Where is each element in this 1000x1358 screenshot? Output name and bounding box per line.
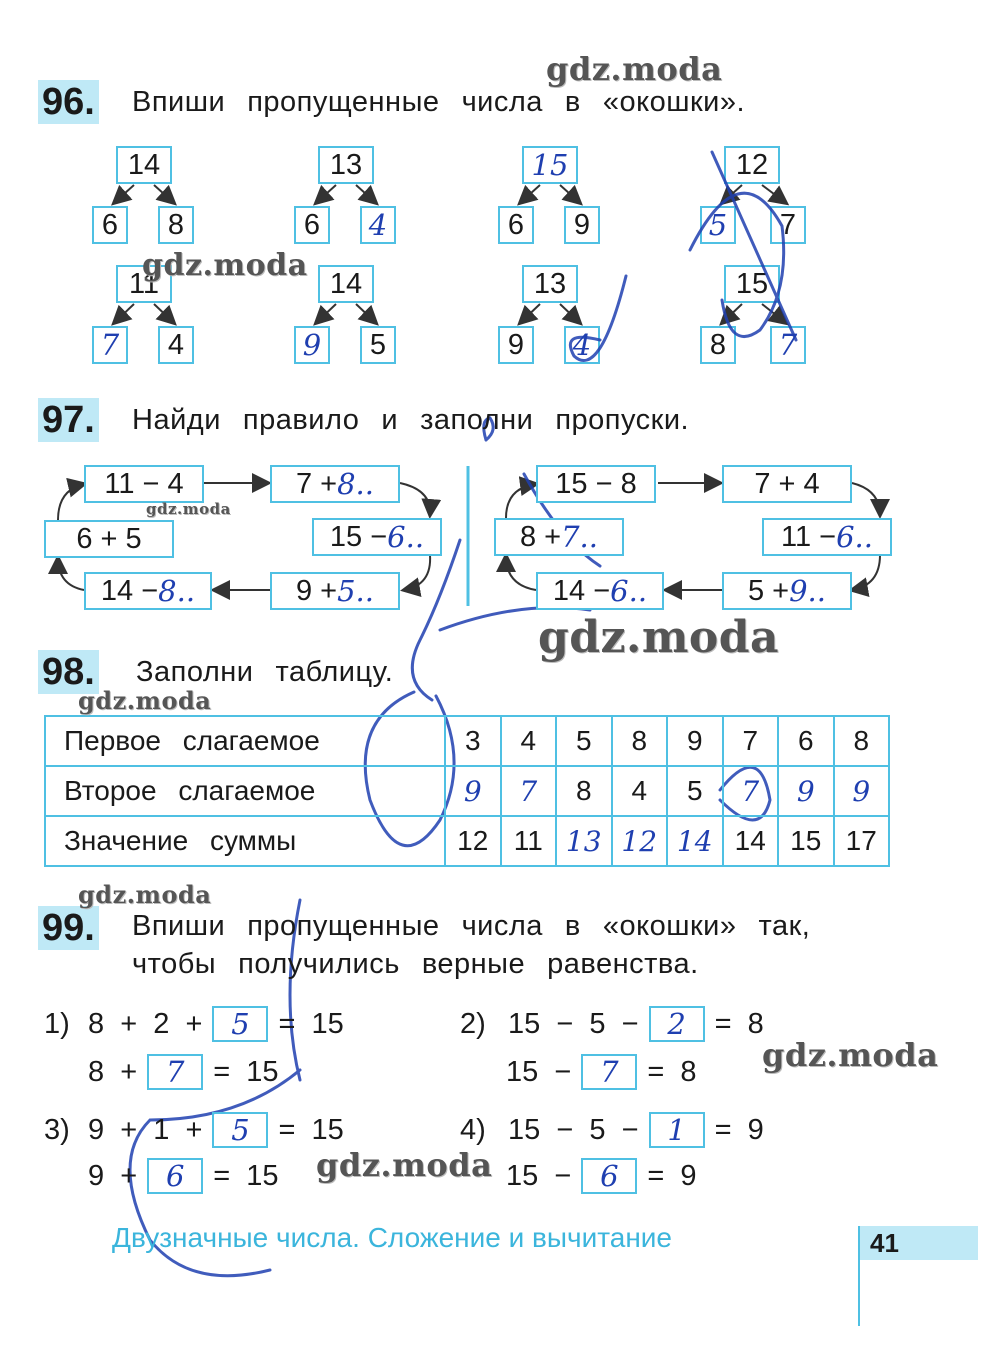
table-row: [45, 816, 889, 866]
table-cell: 11: [501, 816, 557, 866]
chain-left-f: 6 + 5: [44, 520, 174, 558]
equation-right: = 8: [714, 1007, 764, 1040]
chain-left-b: [270, 465, 400, 503]
watermark: gdz.moda: [78, 686, 212, 715]
watermark: gdz.moda: [316, 1146, 493, 1184]
task-96-number: 96.: [38, 80, 99, 124]
answer-box: 5: [212, 1006, 268, 1042]
equation-4b: [506, 1158, 697, 1194]
task-99-word: равенства.: [547, 948, 699, 980]
chain-right-a: 15 − 8: [536, 465, 656, 503]
equation-label: 2): [460, 1007, 486, 1040]
answer-box: 7: [147, 1054, 203, 1090]
equation-2a: [460, 1006, 764, 1042]
tree-6-top: 14: [318, 265, 374, 303]
task-99-word: получились: [238, 948, 400, 980]
table-cell: 9: [445, 766, 501, 816]
task-96-word: в: [564, 86, 581, 118]
tree-7-right: 4: [564, 326, 600, 364]
table-cell: 5: [556, 716, 612, 766]
table-cell: 4: [501, 716, 557, 766]
table-cell: 7: [723, 716, 779, 766]
row-label: Второе слагаемое: [45, 766, 445, 816]
footer-title: Двузначные числа. Сложение и вычитание: [112, 1222, 672, 1253]
chain-left-c-answer: 6..: [387, 520, 425, 554]
chain-right-d: [722, 572, 852, 610]
equation-left: 15 −: [506, 1055, 572, 1088]
tree-6-right: 5: [360, 326, 396, 364]
tree-1-left: 6: [92, 206, 128, 244]
task-96-word: пропущенные: [247, 86, 440, 118]
task-99-line2: [132, 948, 699, 981]
task-98-word: Заполни: [136, 656, 254, 688]
chain-right-b: 7 + 4: [722, 465, 852, 503]
task-97-word: и: [381, 404, 399, 436]
watermark: gdz.moda: [762, 1036, 939, 1074]
watermark: gdz.moda: [142, 248, 308, 283]
chain-left-b-text: 7 +: [295, 467, 338, 500]
equation-3b: [88, 1158, 279, 1194]
watermark: gdz.moda: [146, 500, 231, 518]
equation-left: 9 + 1 +: [88, 1113, 203, 1146]
table-cell: 14: [723, 816, 779, 866]
task-96-word: Впиши: [132, 86, 226, 118]
chain-left-c-text: 15 −: [329, 520, 388, 553]
chain-left-c: [312, 518, 442, 556]
task-96-word: «окошки».: [602, 86, 746, 118]
tree-5-right: 4: [158, 326, 194, 364]
equation-1a: [44, 1006, 344, 1042]
tree-1-top: 14: [116, 146, 172, 184]
equation-label: 3): [44, 1113, 70, 1146]
equation-1b: [88, 1054, 279, 1090]
task-99-word: чтобы: [132, 948, 217, 980]
table-row: [45, 716, 889, 766]
tree-4-left: 5: [700, 206, 736, 244]
page-number: 41: [860, 1226, 978, 1260]
task-99-word: в: [564, 910, 581, 942]
table-row: [45, 766, 889, 816]
tree-5-top: 11: [116, 265, 172, 303]
tree-8-top: 15: [724, 265, 780, 303]
chain-right-d-answer: 9..: [789, 574, 826, 608]
task-99-word: Впиши: [132, 910, 226, 942]
chain-left-e-text: 14 −: [100, 574, 159, 607]
answer-box: 6: [147, 1158, 203, 1194]
answer-box: 5: [212, 1112, 268, 1148]
task-99-word: верные: [421, 948, 526, 980]
tree-2-left: 6: [294, 206, 330, 244]
table-cell: 9: [834, 766, 890, 816]
equation-4a: [460, 1112, 764, 1148]
table-cell: 8: [834, 716, 890, 766]
chain-right-d-text: 5 +: [747, 574, 790, 607]
task-99-word: «окошки»: [602, 910, 737, 942]
tree-8-right: 7: [770, 326, 806, 364]
tree-3-top: 15: [522, 146, 578, 184]
task-99-word: пропущенные: [247, 910, 440, 942]
task-97-number: 97.: [38, 398, 99, 442]
answer-box: 1: [649, 1112, 705, 1148]
equation-right: = 15: [278, 1113, 344, 1146]
sum-table: [44, 715, 890, 867]
chain-right-f-answer: 7..: [561, 520, 598, 554]
chain-left-a: 11 − 4: [84, 465, 204, 503]
equation-left: 8 + 2 +: [88, 1007, 203, 1040]
tree-5-left: 7: [92, 326, 128, 364]
equation-label: 4): [460, 1113, 486, 1146]
chain-left-e-answer: 8..: [158, 574, 196, 608]
equation-label: 1): [44, 1007, 70, 1040]
chain-left-e: [84, 572, 212, 610]
chain-right-c-answer: 6..: [836, 520, 873, 554]
row-label: Значение суммы: [45, 816, 445, 866]
watermark: gdz.moda: [546, 50, 723, 88]
chain-left-d-answer: 5..: [337, 574, 374, 608]
task-99-line1: [132, 910, 810, 943]
equation-right: = 8: [647, 1055, 697, 1088]
tree-8-left: 8: [700, 326, 736, 364]
task-97-text: [132, 404, 689, 437]
table-cell: 14: [667, 816, 723, 866]
chain-right-e: [536, 572, 664, 610]
table-cell: 15: [778, 816, 834, 866]
chain-right-e-answer: 6..: [610, 574, 648, 608]
table-cell: 3: [445, 716, 501, 766]
table-cell: 6: [778, 716, 834, 766]
tree-2-right: 4: [360, 206, 396, 244]
tree-2-top: 13: [318, 146, 374, 184]
table-cell: 13: [556, 816, 612, 866]
watermark: gdz.moda: [78, 880, 212, 909]
task-99-word: числа: [461, 910, 543, 942]
equation-left: 9 +: [88, 1159, 138, 1192]
task-97-word: Найди: [132, 404, 221, 436]
equation-right: = 15: [213, 1055, 279, 1088]
tree-4-right: 7: [770, 206, 806, 244]
chain-left-b-answer: 8..: [337, 467, 374, 501]
table-cell: 12: [445, 816, 501, 866]
equation-right: = 15: [213, 1159, 279, 1192]
tree-6-left: 9: [294, 326, 330, 364]
answer-box: 7: [581, 1054, 637, 1090]
equation-left: 8 +: [88, 1055, 138, 1088]
tree-1-right: 8: [158, 206, 194, 244]
table-cell: 8: [612, 716, 668, 766]
equation-right: = 15: [278, 1007, 344, 1040]
table-cell: 4: [612, 766, 668, 816]
chain-right-e-text: 14 −: [552, 574, 611, 607]
row-label: Первое слагаемое: [45, 716, 445, 766]
task-98-text: [136, 656, 393, 689]
table-cell: 7: [501, 766, 557, 816]
answer-box: 6: [581, 1158, 637, 1194]
table-cell: 9: [667, 716, 723, 766]
table-cell: 9: [778, 766, 834, 816]
equation-right: = 9: [714, 1113, 764, 1146]
equation-right: = 9: [647, 1159, 697, 1192]
task-96-word: числа: [461, 86, 543, 118]
tree-7-left: 9: [498, 326, 534, 364]
equation-2b: [506, 1054, 697, 1090]
chain-left-d-text: 9 +: [295, 574, 338, 607]
table-cell: 8: [556, 766, 612, 816]
chain-right-f: [494, 518, 624, 556]
table-cell: 5: [667, 766, 723, 816]
chain-left-d: [270, 572, 400, 610]
equation-3a: [44, 1112, 344, 1148]
table-cell: 17: [834, 816, 890, 866]
chain-right-c-text: 11 −: [781, 520, 837, 553]
task-97-word: заполни: [420, 404, 534, 436]
equation-left: 15 −: [506, 1159, 572, 1192]
table-cell: 7: [723, 766, 779, 816]
task-98-word: таблицу.: [275, 656, 394, 688]
task-98-number: 98.: [38, 650, 99, 694]
answer-box: 2: [649, 1006, 705, 1042]
equation-left: 15 − 5 −: [508, 1007, 639, 1040]
tree-4-top: 12: [724, 146, 780, 184]
task-97-word: пропуски.: [555, 404, 690, 436]
equation-left: 15 − 5 −: [508, 1113, 639, 1146]
task-99-number: 99.: [38, 906, 99, 950]
table-cell: 12: [612, 816, 668, 866]
tree-7-top: 13: [522, 265, 578, 303]
tree-3-right: 9: [564, 206, 600, 244]
task-99-word: так,: [758, 910, 811, 942]
task-97-word: правило: [242, 404, 360, 436]
chain-right-f-text: 8 +: [519, 520, 562, 553]
tree-3-left: 6: [498, 206, 534, 244]
chain-right-c: [762, 518, 892, 556]
watermark: gdz.moda: [538, 612, 780, 663]
